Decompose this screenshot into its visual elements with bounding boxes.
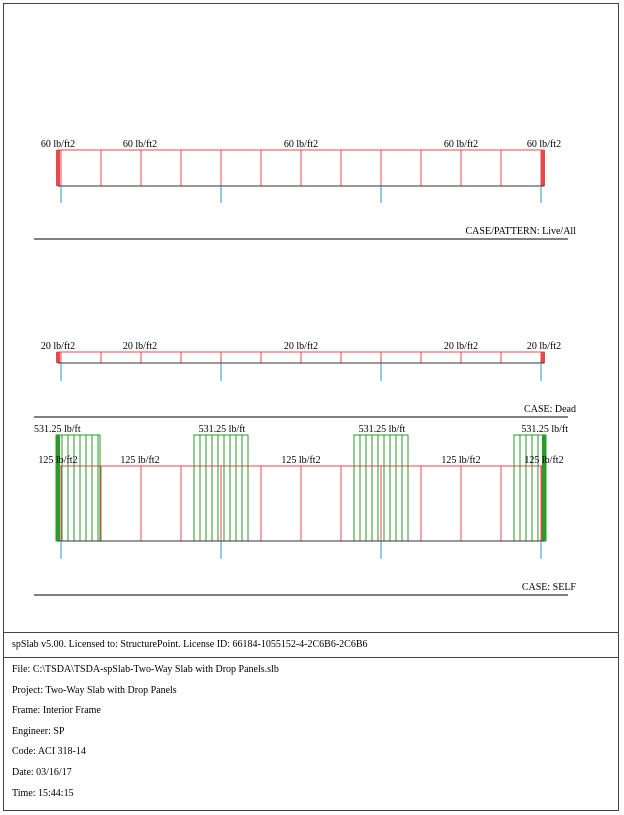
file-line: File: C:\TSDA\TSDA-spSlab-Two-Way Slab with Drop Panels.slb	[12, 664, 279, 675]
end-cap-left	[56, 352, 60, 363]
end-cap-right	[541, 352, 545, 363]
engineer-line: Engineer: SP	[12, 725, 65, 737]
uniform-load-label: 125 lb/ft2	[38, 455, 78, 466]
drop-load-label: 531.25 lb/ft	[34, 424, 81, 435]
uniform-load-label: 60 lb/ft2	[443, 139, 479, 150]
case-label: CASE: Dead	[524, 404, 576, 415]
license-text: spSlab v5.00. Licensed to: StructurePoint. License ID: 66184-1055152-4-2C6B6-2C6B6	[12, 639, 368, 650]
end-cap-left	[56, 150, 60, 186]
uniform-load-label: 60 lb/ft2	[283, 139, 319, 150]
uniform-load-label: 20 lb/ft2	[443, 341, 479, 352]
drop-load-label: 531.25 lb/ft	[521, 424, 568, 435]
drop-cap-right	[542, 435, 546, 541]
drop-load-label: 531.25 lb/ft	[198, 424, 246, 435]
license-bar	[3, 632, 619, 658]
time-line: Time: 15:44:15	[12, 787, 74, 799]
case-label: CASE/PATTERN: Live/All	[465, 226, 576, 237]
uniform-load-label: 60 lb/ft2	[40, 139, 76, 150]
drop-load-label: 531.25 lb/ft	[358, 424, 406, 435]
project-line: Project: Two-Way Slab with Drop Panels	[12, 684, 177, 696]
code-line: Code: ACI 318-14	[12, 746, 86, 758]
uniform-load-label: 125 lb/ft2	[281, 455, 321, 466]
drop-panel-load-1	[56, 435, 100, 541]
uniform-load-label: 125 lb/ft2	[120, 455, 160, 466]
uniform-load-label: 20 lb/ft2	[526, 341, 562, 352]
uniform-load-label: 20 lb/ft2	[40, 341, 76, 352]
date-line: Date: 03/16/17	[12, 766, 72, 778]
uniform-load-label: 125 lb/ft2	[524, 455, 564, 466]
case-label: CASE: SELF	[521, 582, 576, 593]
project-info	[3, 660, 619, 804]
uniform-load-label: 125 lb/ft2	[441, 455, 481, 466]
drop-cap-left	[56, 435, 60, 541]
drop-load-block	[56, 435, 100, 541]
load-diagram-2	[34, 352, 568, 417]
end-cap-right	[541, 150, 545, 186]
uniform-load-label: 20 lb/ft2	[122, 341, 158, 352]
frame-line: Frame: Interior Frame	[12, 705, 101, 717]
uniform-load-label: 20 lb/ft2	[283, 341, 319, 352]
uniform-load-label: 60 lb/ft2	[122, 139, 158, 150]
uniform-load-label: 60 lb/ft2	[526, 139, 562, 150]
